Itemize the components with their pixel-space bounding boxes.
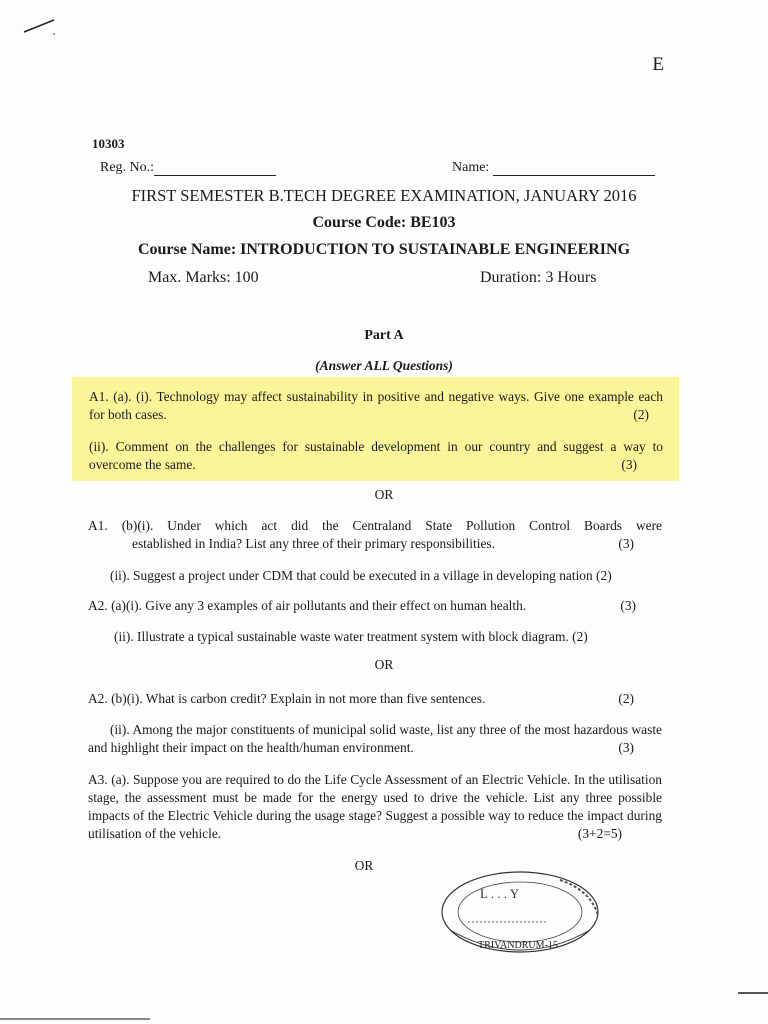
series-letter: E	[652, 54, 664, 75]
question-a2-b-ii	[88, 721, 662, 757]
question-marks: (2)	[596, 568, 612, 583]
question-marks: (2)	[618, 691, 634, 706]
question-text: (b)(i). Under which act did the Centraland State Pollution Control Boards were	[121, 518, 662, 533]
max-marks: Max. Marks: 100	[148, 269, 259, 286]
question-marks: (3)	[618, 740, 634, 755]
part-a-instruction: (Answer ALL Questions)	[315, 358, 453, 373]
or-separator: OR	[374, 487, 394, 502]
course-name: Course Name: INTRODUCTION TO SUSTAINABLE ENGINEERING	[137, 241, 631, 258]
question-a1-b-ii	[110, 567, 662, 585]
exam-title: FIRST SEMESTER B.TECH DEGREE EXAMINATION, JANUARY 2016	[131, 186, 637, 205]
question-marks: (3)	[618, 536, 634, 551]
question-number: A2.	[88, 691, 108, 706]
name-blank	[493, 161, 655, 176]
question-text: (ii). Suggest a project under CDM that could be executed in a village in developing nation	[110, 568, 593, 583]
or-separator: OR	[354, 858, 374, 873]
footer-rule	[0, 1018, 150, 1020]
question-text: A3. (a). Suppose you are required to do the Life Cycle Assessment of an Electric Vehicle. In the utilisation stage, the assessment must be made for the energy used to drive the vehicle. List any three possible impacts of the Electric Vehicle during the usage stage? Suggest a possible way to reduce the impact during utilisation of the vehicle.	[88, 772, 662, 841]
course-code: Course Code: BE103	[312, 214, 456, 231]
question-marks: (3)	[620, 598, 636, 613]
name-field	[452, 160, 655, 176]
question-text: (ii). Among the major constituents of municipal solid waste, list any three of the most hazardous waste and highlight their impact on the health/human environment.	[88, 722, 662, 755]
question-a2-a-i	[88, 597, 636, 615]
reg-no-field	[100, 160, 276, 176]
question-a2-a-ii	[114, 628, 666, 646]
question-a3-a	[88, 771, 662, 843]
question-marks: (3)	[621, 457, 637, 472]
question-a1-b-i	[88, 517, 662, 553]
stamp-top-text: L . . . Y	[480, 886, 520, 901]
question-number: A1.	[88, 518, 108, 533]
question-marks: (2)	[572, 629, 588, 644]
question-text: (ii). Comment on the challenges for sustainable development in our country and suggest a way to overcome the same.	[89, 439, 663, 472]
paper-code: 10303	[92, 136, 125, 151]
question-text: (a)(i). Give any 3 examples of air pollutants and their effect on human health.	[111, 598, 527, 613]
reg-no-blank	[154, 161, 276, 176]
reg-no-label: Reg. No.:	[100, 160, 155, 175]
library-stamp-icon	[420, 860, 610, 960]
duration: Duration: 3 Hours	[480, 269, 597, 286]
question-a2-b-i	[88, 690, 634, 708]
part-a-title: Part A	[364, 328, 404, 343]
stamp-bottom-text: TRIVANDRUM-15	[478, 940, 558, 951]
question-marks: (3+2=5)	[577, 826, 622, 841]
question-text: (b)(i). What is carbon credit? Explain in not more than five sentences.	[111, 691, 486, 706]
question-marks: (2)	[633, 407, 649, 422]
question-text-cont: established in India? List any three of their primary responsibilities.	[132, 536, 495, 551]
or-separator: OR	[374, 657, 394, 672]
question-a1-a-i	[89, 388, 663, 424]
name-label: Name:	[452, 160, 490, 175]
margin-mark	[738, 992, 768, 994]
question-text: (ii). Illustrate a typical sustainable waste water treatment system with block diagram.	[114, 629, 569, 644]
question-text: A1. (a). (i). Technology may affect sustainability in positive and negative ways. Give one example each for both cases.	[89, 389, 663, 422]
pen-mark-icon	[20, 16, 60, 36]
question-number: A2.	[88, 598, 108, 613]
question-a1-a-ii	[89, 438, 663, 474]
